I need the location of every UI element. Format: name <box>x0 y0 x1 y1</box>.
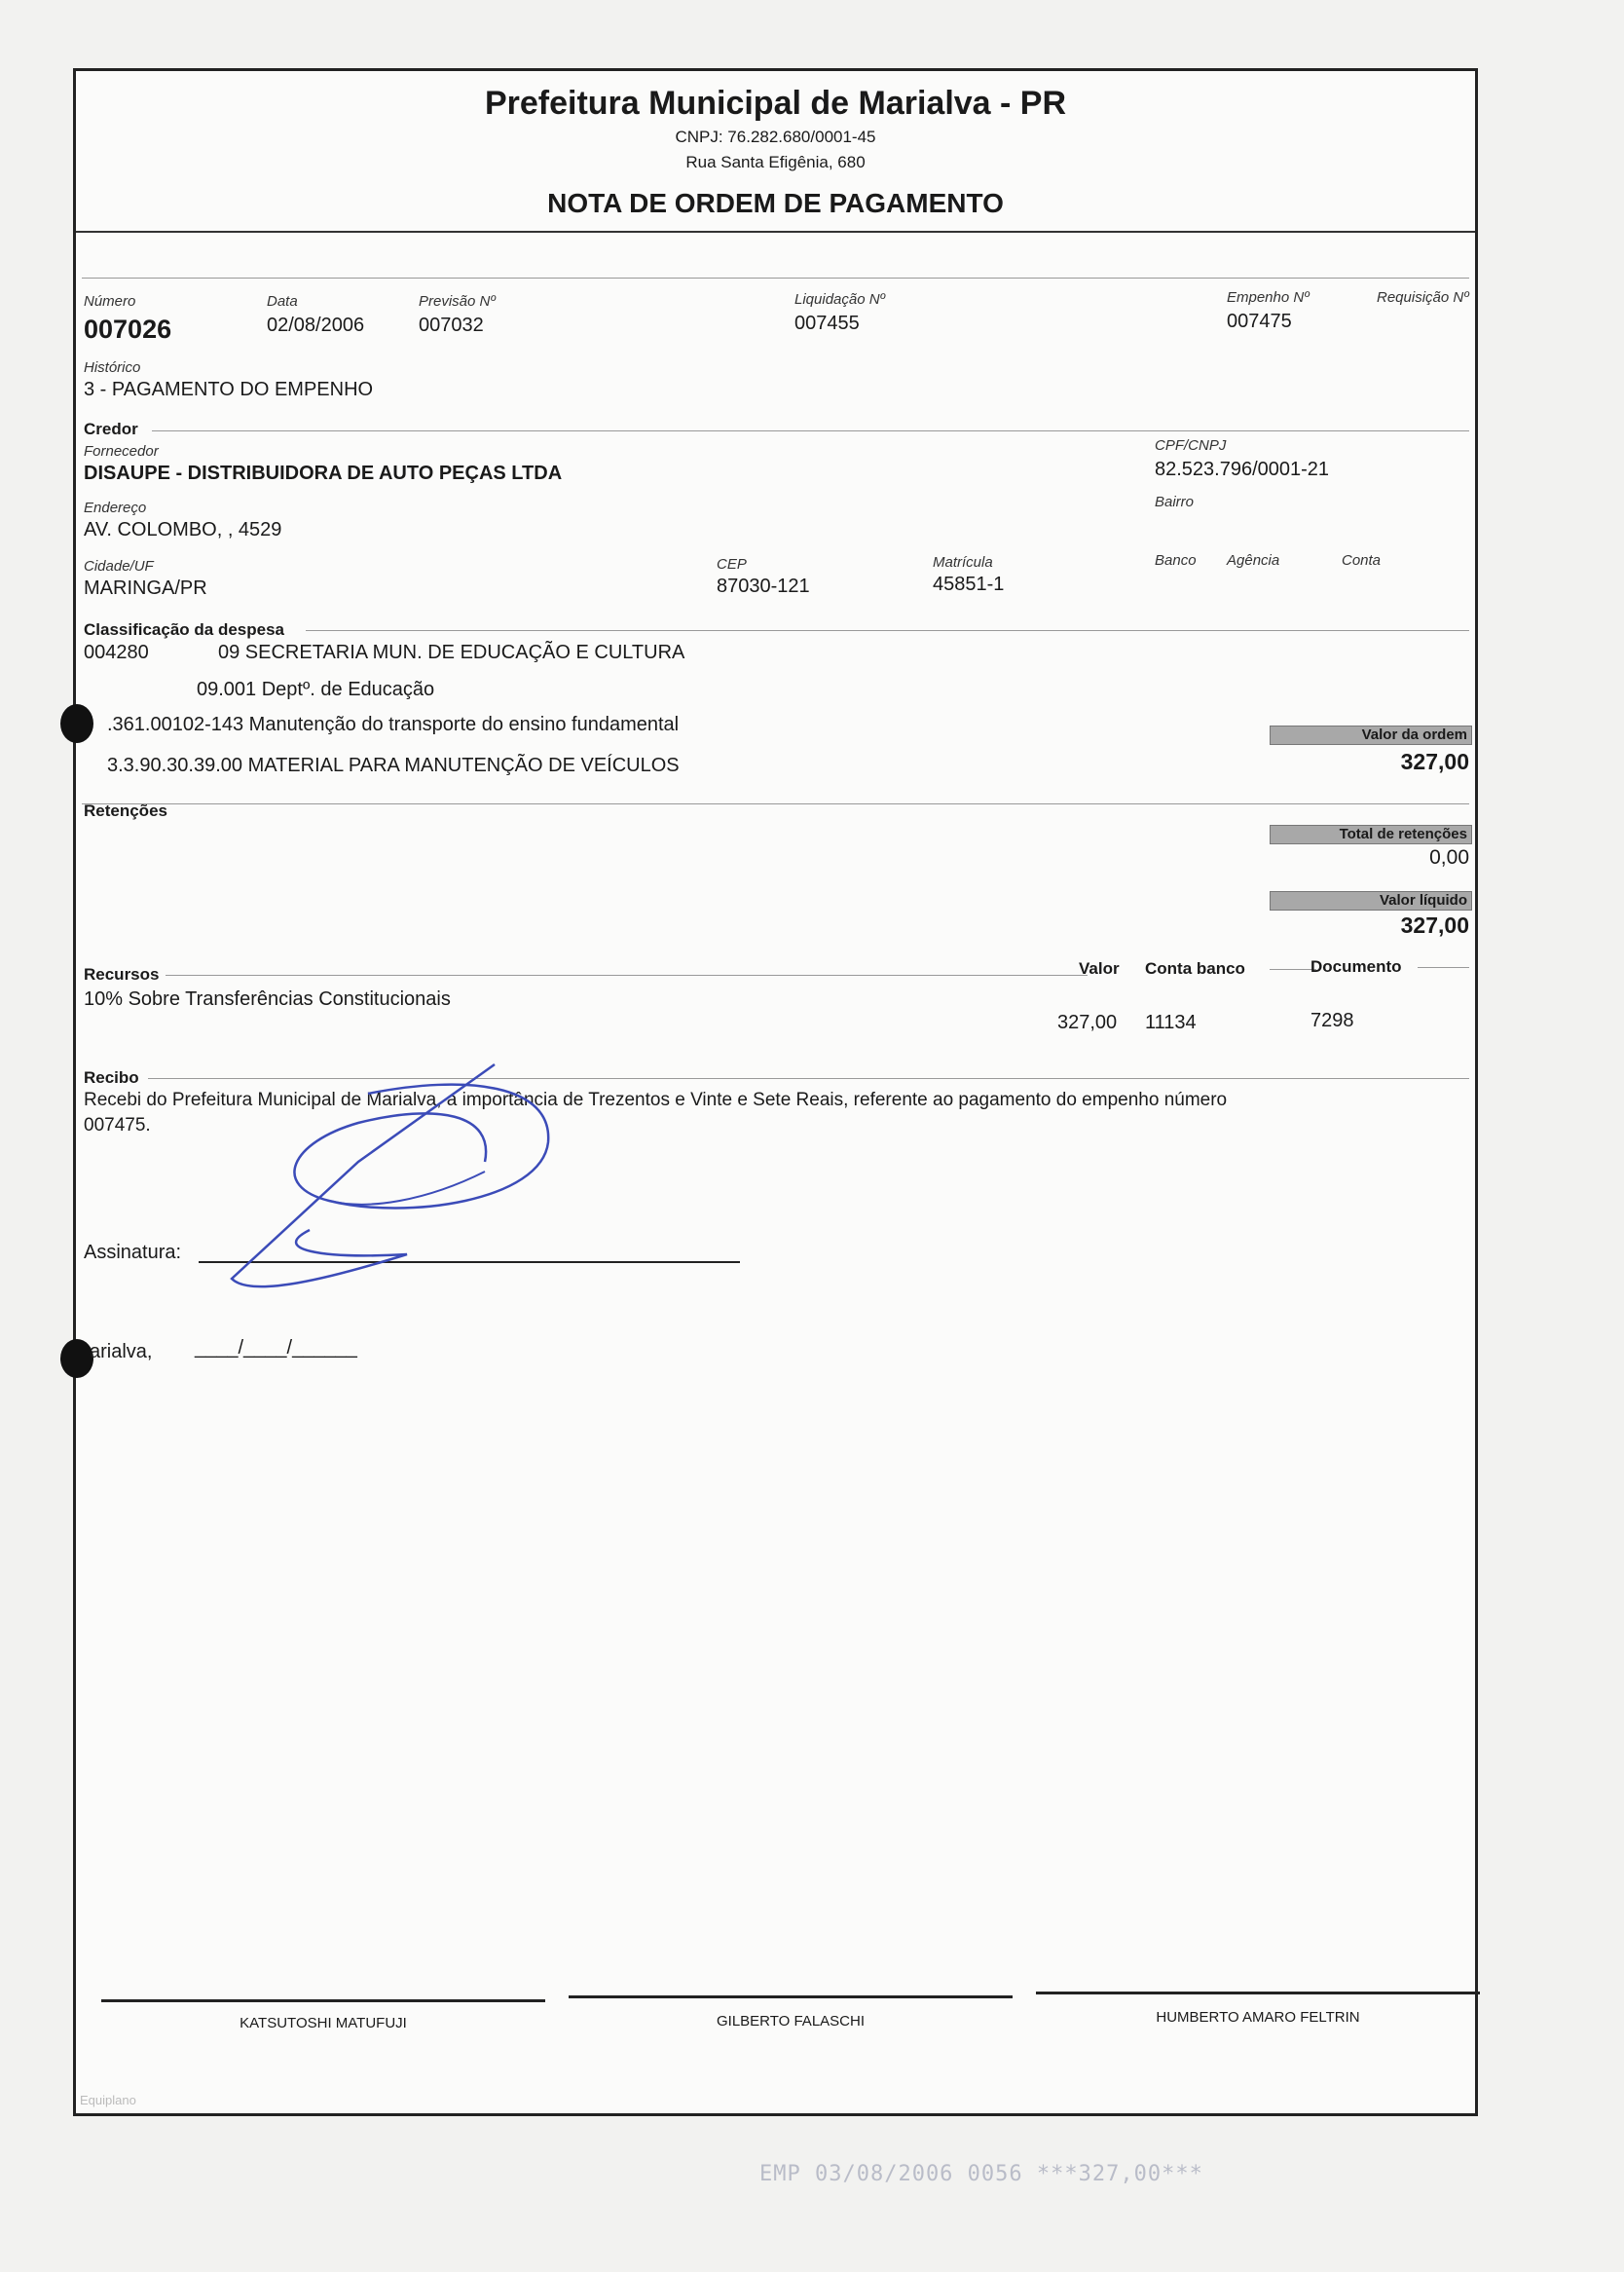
recibo-text-line1: Recebi do Prefeitura Municipal de Marialva, a importância de Trezentos e Vinte e Sete Reais, referente ao pagamento do empenho número <box>84 1090 1228 1110</box>
classificacao-line2: 09.001 Deptº. de Educação <box>197 679 435 700</box>
cpf-value: 82.523.796/0001-21 <box>1155 459 1330 480</box>
historico-label: Histórico <box>84 359 141 376</box>
recursos-valor: 327,00 <box>1057 1012 1118 1033</box>
cidade-value: MARINGA/PR <box>84 577 207 599</box>
signature-scribble <box>212 1055 699 1347</box>
local-label: arialva, <box>90 1341 153 1362</box>
punch-hole-mark <box>60 1339 93 1378</box>
recursos-descricao: 10% Sobre Transferências Constitucionais <box>84 988 451 1010</box>
recursos-rule <box>166 975 1088 976</box>
org-address: Rua Santa Efigênia, 680 <box>685 153 866 171</box>
fornecedor-value: DISAUPE - DISTRIBUIDORA DE AUTO PEÇAS LTDA <box>84 463 563 484</box>
retencoes-top-rule <box>82 803 1469 804</box>
total-retencoes-label: Total de retenções <box>1270 825 1472 844</box>
valor-liquido-label: Valor líquido <box>1270 891 1472 911</box>
numero-value: 007026 <box>84 315 172 344</box>
recursos-section: Recursos <box>84 965 160 984</box>
signatory-3: HUMBERTO AMARO FELTRIN <box>1156 2009 1360 2026</box>
document-title: NOTA DE ORDEM DE PAGAMENTO <box>547 188 1004 218</box>
data-value: 02/08/2006 <box>267 315 365 336</box>
banco-label: Banco <box>1155 552 1197 569</box>
recibo-section: Recibo <box>84 1068 139 1087</box>
endereco-value: AV. COLOMBO, , 4529 <box>84 519 282 540</box>
recibo-text-line2: 007475. <box>84 1115 151 1136</box>
org-title: Prefeitura Municipal de Marialva - PR <box>484 85 1067 122</box>
cidade-label: Cidade/UF <box>84 558 154 575</box>
classificacao-line4: 3.3.90.30.39.00 MATERIAL PARA MANUTENÇÃO DE VEÍCULOS <box>107 755 680 776</box>
classificacao-rule <box>306 630 1469 631</box>
recursos-conta: 11134 <box>1145 1012 1197 1033</box>
previsao-value: 007032 <box>419 315 484 336</box>
data-label: Data <box>267 293 298 310</box>
matricula-label: Matrícula <box>933 554 993 571</box>
conta-label: Conta <box>1342 552 1382 569</box>
classificacao-code: 004280 <box>84 642 149 663</box>
signature-line-2 <box>569 1995 1013 1998</box>
equiplano-watermark: Equiplano <box>80 2093 136 2107</box>
signature-line-3 <box>1036 1992 1480 1994</box>
requisicao-label: Requisição Nº <box>1377 289 1469 306</box>
classificacao-section: Classificação da despesa <box>84 620 285 639</box>
endereco-label: Endereço <box>84 500 147 516</box>
credor-section: Credor <box>84 420 138 438</box>
signatory-2: GILBERTO FALASCHI <box>717 2013 865 2030</box>
payment-order-document <box>73 68 1478 2116</box>
recursos-rule-2 <box>1270 969 1316 970</box>
liquidacao-value: 007455 <box>794 313 860 334</box>
recursos-documento: 7298 <box>1310 1010 1354 1031</box>
valor-ordem-label: Valor da ordem <box>1270 726 1472 745</box>
header-divider <box>76 231 1475 233</box>
valor-liquido-value: 327,00 <box>1400 913 1469 938</box>
previsao-label: Previsão Nº <box>419 293 496 310</box>
recursos-rule-3 <box>1418 967 1469 968</box>
empenho-value: 007475 <box>1227 311 1292 332</box>
bank-stamp: EMP 03/08/2006 0056 ***327,00*** <box>759 2162 1203 2186</box>
assinatura-label: Assinatura: <box>84 1242 182 1263</box>
liquidacao-label: Liquidação Nº <box>794 291 886 308</box>
total-retencoes-value: 0,00 <box>1429 846 1469 869</box>
signatory-1: KATSUTOSHI MATUFUJI <box>240 2015 407 2031</box>
classificacao-line1: 09 SECRETARIA MUN. DE EDUCAÇÃO E CULTURA <box>218 642 685 663</box>
recursos-conta-label: Conta banco <box>1145 959 1245 978</box>
cpf-label: CPF/CNPJ <box>1155 437 1227 454</box>
bairro-label: Bairro <box>1155 494 1195 510</box>
numero-label: Número <box>84 293 136 310</box>
fornecedor-label: Fornecedor <box>84 443 159 460</box>
ids-top-rule <box>82 278 1469 279</box>
historico-value: 3 - PAGAMENTO DO EMPENHO <box>84 379 374 400</box>
signature-line-1 <box>101 1999 545 2002</box>
agencia-label: Agência <box>1227 552 1280 569</box>
valor-ordem-value: 327,00 <box>1400 749 1469 774</box>
cep-value: 87030-121 <box>717 576 810 597</box>
recursos-documento-label: Documento <box>1310 957 1402 976</box>
matricula-value: 45851-1 <box>933 574 1005 595</box>
recursos-valor-label: Valor <box>1079 959 1120 978</box>
org-cnpj: CNPJ: 76.282.680/0001-45 <box>675 128 876 146</box>
classificacao-line3: .361.00102-143 Manutenção do transporte do ensino fundamental <box>107 714 680 735</box>
empenho-label: Empenho Nº <box>1227 289 1310 306</box>
retencoes-section: Retenções <box>84 801 167 820</box>
credor-rule <box>152 430 1469 431</box>
cep-label: CEP <box>717 556 747 573</box>
date-slashes: ____/____/______ <box>195 1337 357 1359</box>
punch-hole-mark-top <box>60 704 93 743</box>
